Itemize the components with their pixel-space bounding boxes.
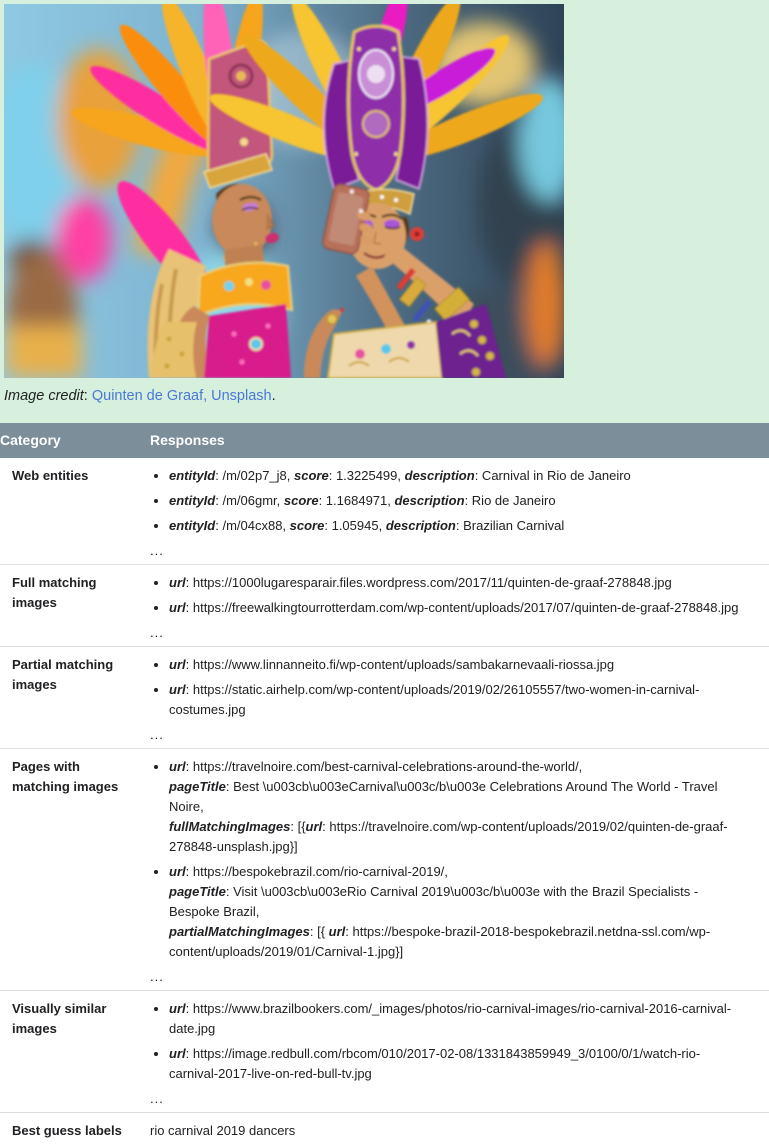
response-item: • url: https://static.airhelp.com/wp-content/uploads/2019/02/26105557/two-women-in-carnival-costumes.jpg xyxy=(169,680,747,720)
ellipsis-more: ... xyxy=(150,623,747,641)
field-name: url xyxy=(169,657,186,672)
image-credit-label: Image credit xyxy=(4,388,84,404)
responses-cell xyxy=(150,458,769,565)
field-name: score xyxy=(290,518,325,533)
ellipsis-more: ... xyxy=(150,541,747,559)
category-cell: Full matching images xyxy=(0,565,150,647)
image-credit-period: . xyxy=(272,388,276,404)
table-row xyxy=(0,749,769,991)
table-row xyxy=(0,647,769,749)
field-name: description xyxy=(386,518,456,533)
table-row xyxy=(0,991,769,1113)
field-name: entityId xyxy=(169,468,215,483)
response-text: rio carnival 2019 dancers xyxy=(150,1121,747,1141)
field-name: url xyxy=(169,682,186,697)
response-list xyxy=(150,573,747,618)
response-list xyxy=(150,466,747,536)
response-item: • url: https://travelnoire.com/best-carnival-celebrations-around-the-world/, pageTitle: Best \u003cb\u003eCarnival\u003c/b\u003e Celebrations Around The World - Travel Noire, fullMatchingImages: [{url: https://travelnoire.com/wp-content/uploads/2019/02/quinten-de-graaf-278848-unsplash.jpg}] xyxy=(169,757,747,857)
field-name: url xyxy=(169,1046,186,1061)
field-name: url xyxy=(306,819,323,834)
field-name: entityId xyxy=(169,493,215,508)
ellipsis-more: ... xyxy=(150,967,747,985)
responses-header: Responses xyxy=(150,423,769,458)
field-name: fullMatchingImages xyxy=(169,819,290,834)
ellipsis-more: ... xyxy=(150,725,747,743)
table-header-row xyxy=(0,423,769,458)
response-list xyxy=(150,757,747,962)
table-row xyxy=(0,1113,769,1146)
table-row xyxy=(0,458,769,565)
response-item: • entityId: /m/06gmr, score: 1.1684971, description: Rio de Janeiro xyxy=(169,491,747,511)
response-item: • url: https://www.linnanneito.fi/wp-content/uploads/sambakarnevaali-riossa.jpg xyxy=(169,655,747,675)
field-name: url xyxy=(169,600,186,615)
category-cell: Web entities xyxy=(0,458,150,565)
field-name: url xyxy=(169,759,186,774)
response-item: • url: https://bespokebrazil.com/rio-carnival-2019/, pageTitle: Visit \u003cb\u003eRio Carnival 2019\u003c/b\u003e with the Brazil Specialists - Bespoke Brazil, partialMatchingImages: [{ url: https://bespoke-brazil-2018-bespokebrazil.netdna-ssl.com/wp-content/uploads/2019/01/Carnival-1.jpg}] xyxy=(169,862,747,962)
response-item: • url: https://freewalkingtourrotterdam.com/wp-content/uploads/2017/07/quinten-de-graaf-278848.jpg xyxy=(169,598,747,618)
responses-cell xyxy=(150,565,769,647)
field-name: pageTitle xyxy=(169,779,226,794)
ellipsis-more: ... xyxy=(150,1089,747,1107)
category-cell: Pages with matching images xyxy=(0,749,150,991)
image-credit-link[interactable]: Quinten de Graaf, Unsplash xyxy=(92,388,272,404)
results-table xyxy=(0,423,769,1146)
field-name: url xyxy=(329,924,346,939)
response-item: • url: https://1000lugaresparair.files.wordpress.com/2017/11/quinten-de-graaf-278848.jpg xyxy=(169,573,747,593)
category-header: Category xyxy=(0,423,150,458)
field-name: score xyxy=(284,493,319,508)
response-item: • url: https://www.brazilbookers.com/_images/photos/rio-carnival-images/rio-carnival-2016-carnival-date.jpg xyxy=(169,999,747,1039)
image-credit-separator: : xyxy=(84,388,92,404)
response-item: • entityId: /m/04cx88, score: 1.05945, description: Brazilian Carnival xyxy=(169,516,747,536)
category-cell: Visually similar images xyxy=(0,991,150,1113)
responses-cell xyxy=(150,647,769,749)
category-cell: Best guess labels xyxy=(0,1113,150,1146)
responses-cell xyxy=(150,991,769,1113)
carnival-photo xyxy=(4,4,564,378)
field-name: url xyxy=(169,1001,186,1016)
image-credit xyxy=(4,387,769,406)
field-name: score xyxy=(294,468,329,483)
response-list xyxy=(150,655,747,720)
responses-cell xyxy=(150,749,769,991)
response-item: • url: https://image.redbull.com/rbcom/010/2017-02-08/1331843859949_3/0100/0/1/watch-rio-carnival-2017-live-on-red-bull-tv.jpg xyxy=(169,1044,747,1084)
field-name: url xyxy=(169,864,186,879)
field-name: url xyxy=(169,575,186,590)
field-name: entityId xyxy=(169,518,215,533)
field-name: description xyxy=(394,493,464,508)
response-list xyxy=(150,999,747,1084)
table-row xyxy=(0,565,769,647)
field-name: partialMatchingImages xyxy=(169,924,310,939)
field-name: pageTitle xyxy=(169,884,226,899)
response-item: • entityId: /m/02p7_j8, score: 1.3225499, description: Carnival in Rio de Janeiro xyxy=(169,466,747,486)
category-cell: Partial matching images xyxy=(0,647,150,749)
responses-cell xyxy=(150,1113,769,1146)
field-name: description xyxy=(405,468,475,483)
